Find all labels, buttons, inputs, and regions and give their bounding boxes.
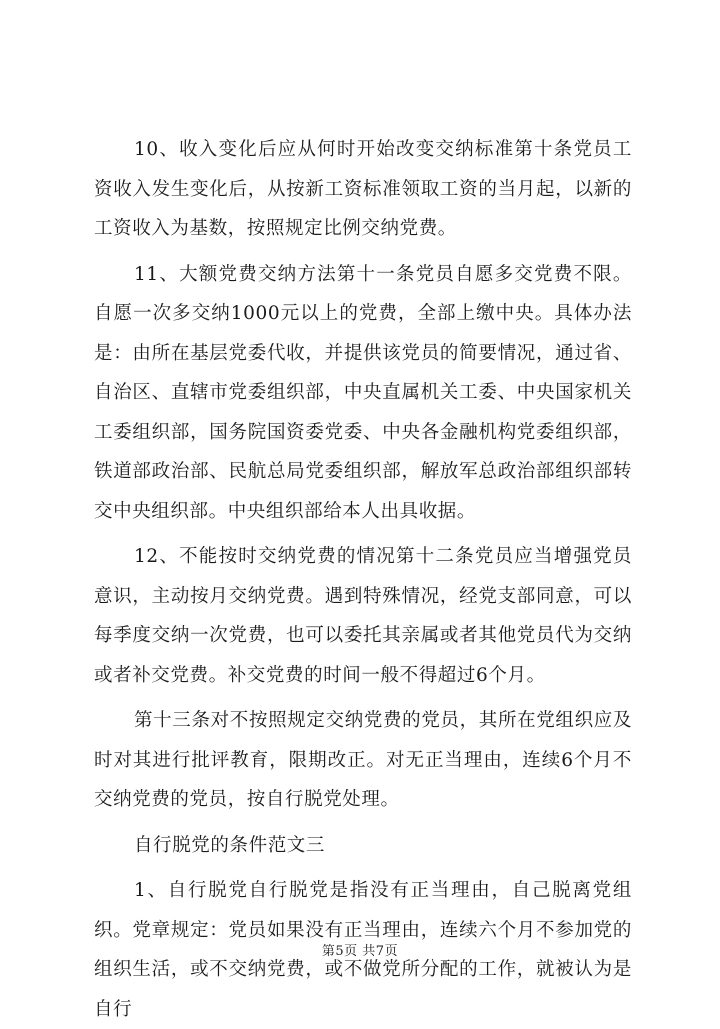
paragraph-1-self-withdrawal: 1、自行脱党自行脱党是指没有正当理由，自己脱离党组织。党章规定：党员如果没有正当理由，连续六个月不参加党的组织生活，或不交纳党费，或不做党所分配的工作，就被认为是自行	[94, 880, 632, 1020]
paragraph-12-late-payment: 12、不能按时交纳党费的情况第十二条党员应当增强党员意识，主动按月交纳党费。遇到特殊情况，经党支部同意，可以每季度交纳一次党费，也可以委托其亲属或者其他党员代为交纳或者补交党费。补交党费的时间一般不得超过6个月。	[94, 546, 632, 686]
paragraph-article-13: 第十三条对不按照规定交纳党费的党员，其所在党组织应及时对其进行批评教育，限期改正。对无正当理由，连续6个月不交纳党费的党员，按自行脱党处理。	[94, 710, 632, 810]
paragraph-10-income-change: 10、收入变化后应从何时开始改变交纳标准第十条党员工资收入发生变化后，从按新工资标准领取工资的当月起，以新的工资收入为基数，按照规定比例交纳党费。	[94, 139, 632, 239]
paragraph-11-large-dues: 11、大额党费交纳方法第十一条党员自愿多交党费不限。自愿一次多交纳1000元以上的党费，全部上缴中央。具体办法是：由所在基层党委代收，并提供该党员的简要情况，通过省、自治区、直辖市党委组织部，中央直属机关工委、中央国家机关工委组织部，国务院国资委党委、中央各金融机构党委组织部，铁道部政治部、民航总局党委组织部，解放军总政治部组织部转交中央组织部。中央组织部给本人出具收据。	[94, 263, 632, 522]
page-number-footer: 第5页 共7页	[321, 944, 399, 959]
section-heading: 自行脱党的条件范文三	[134, 834, 326, 856]
document-body	[94, 130, 632, 1029]
